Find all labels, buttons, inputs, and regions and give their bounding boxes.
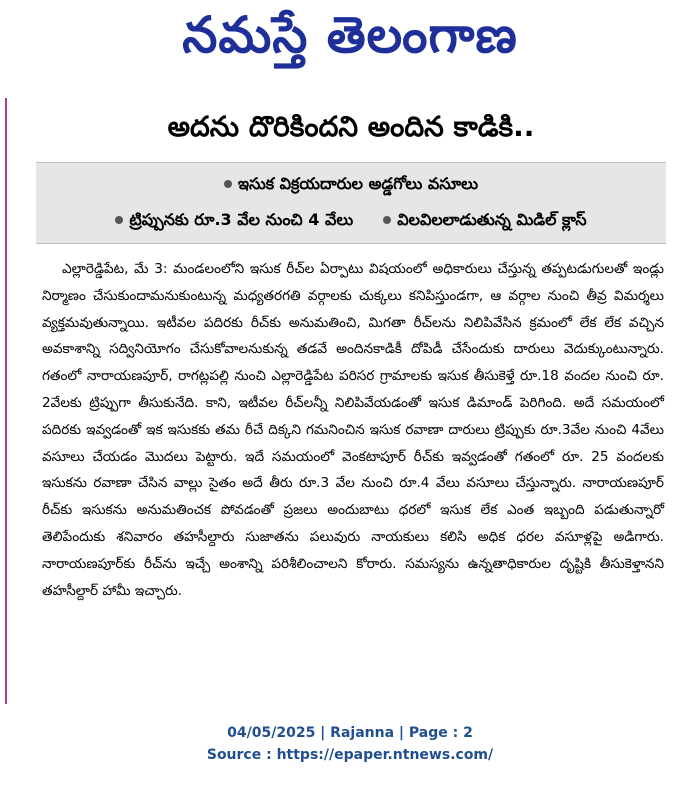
subhead-line-1 bbox=[36, 174, 666, 197]
footer-source-link[interactable]: Source : https://epaper.ntnews.com/ bbox=[206, 747, 494, 763]
left-border-rule bbox=[5, 98, 7, 704]
footer-date-edition: 04/05/2025 | Rajanna | Page : 2 bbox=[227, 725, 473, 741]
subhead-item: ట్రిప్పునకు రూ.3 వేల నుంచి 4 వేలు bbox=[115, 210, 353, 233]
masthead bbox=[0, 0, 700, 82]
subheads-box bbox=[36, 162, 666, 244]
bullet-icon bbox=[224, 180, 232, 188]
subhead-item: విలవిలలాడుతున్న మిడిల్ క్లాస్ bbox=[383, 210, 586, 233]
subhead-item: ఇసుక విక్రయదారుల అడ్డగోలు వసూలు bbox=[224, 174, 478, 197]
article-body: ఎల్లారెడ్డిపేట, మే 3: మండలంలోని ఇసుక రీచ్‌ల ఏర్పాటు విషయంలో అధికారులు చేస్తున్న తప్పటడుగులతో ఇండ్లు నిర్మాణం చేసుకుందామనుకుంటున్న మధ్యతరగతి వర్గాలకు చుక్కలు కనిపిస్తుండగా, ఆ వర్గాల నుంచి తీవ్ర విమర్శలు వ్యక్తమవుతున్నాయి. ఇటీవల పదిరకు రీచ్‌కు అనుమతించి, మిగతా రీచ్‌లను నిలిపివేసిన క్రమంలో లేక లేక వచ్చిన అవకాశాన్ని సద్వినియోగం చేసుకోవాలనుకున్న తడవే అందినకాడికీ దోపిడీ చేసేందుకు దారులు వెదుక్కుంటున్నారు. గతంలో నారాయణపూర్, రాగట్లపల్లి నుంచి ఎల్లారెడ్డిపేట పరిసర గ్రామాలకు ఇసుక తీసుకెళ్తే రూ.18 వందల నుంచి రూ. 2వేలకు ట్రిప్పుగా తీసుకునేది. కాని, ఇటీవల రీచ్‌లన్నీ నిలిపివేయడంతో ఇసుక డిమాండ్ పెరిగింది. అదే సమయంలో పదిరకు ఇవ్వడంతో ఇక ఇసుకకు తమ రీచే దిక్కని గమనించిన ఇసుక రవాణా దారులు ట్రిప్పుకు రూ.3వేల నుంచి 4వేలు వసూలు చేయడం మొదలు పెట్టారు. ఇదే సమయంలో వెంకటాపూర్ రీచ్‌కు ఇవ్వడంతో గతంలో రూ. 25 వందలకు ఇసుకను రవాణా చేసిన వాల్లు సైతం అదే తీరు రూ.3 వేల నుంచి రూ.4 వేలు వసూలు చేస్తున్నారు. నారాయణపూర్ రీచ్‌కు ఇసుకను అనుమతించక పోవడంతో ప్రజలు అందుబాటు ధరలో ఇసుక లేక ఎంత ఇబ్బంది పడుతున్నారో తెలిపేందుకు శనివారం తహసీల్దారు సుజాతను పలువురు నాయకులు కలిసి అధిక ధరల వసూళ్లపై అడిగారు. నారాయణపూర్‌కు రీచ్‌ను ఇచ్చే అంశాన్ని పరిశీలించాలని కోరారు. సమస్యను ఉన్నతాధికారుల దృష్టికి తీసుకెళ్తానని తహసీల్దార్ హామీ ఇచ్చారు. bbox=[42, 261, 664, 599]
bullet-icon bbox=[115, 216, 123, 224]
newspaper-logo-title: నమస్తే తెలంగాణ bbox=[182, 5, 518, 64]
subhead-line-2 bbox=[36, 210, 666, 233]
bullet-icon bbox=[383, 216, 391, 224]
article-headline: అదను దొరికిందని అందిన కాడికి.. bbox=[167, 110, 535, 143]
clipping-footer bbox=[0, 722, 700, 766]
news-clipping bbox=[36, 100, 666, 604]
